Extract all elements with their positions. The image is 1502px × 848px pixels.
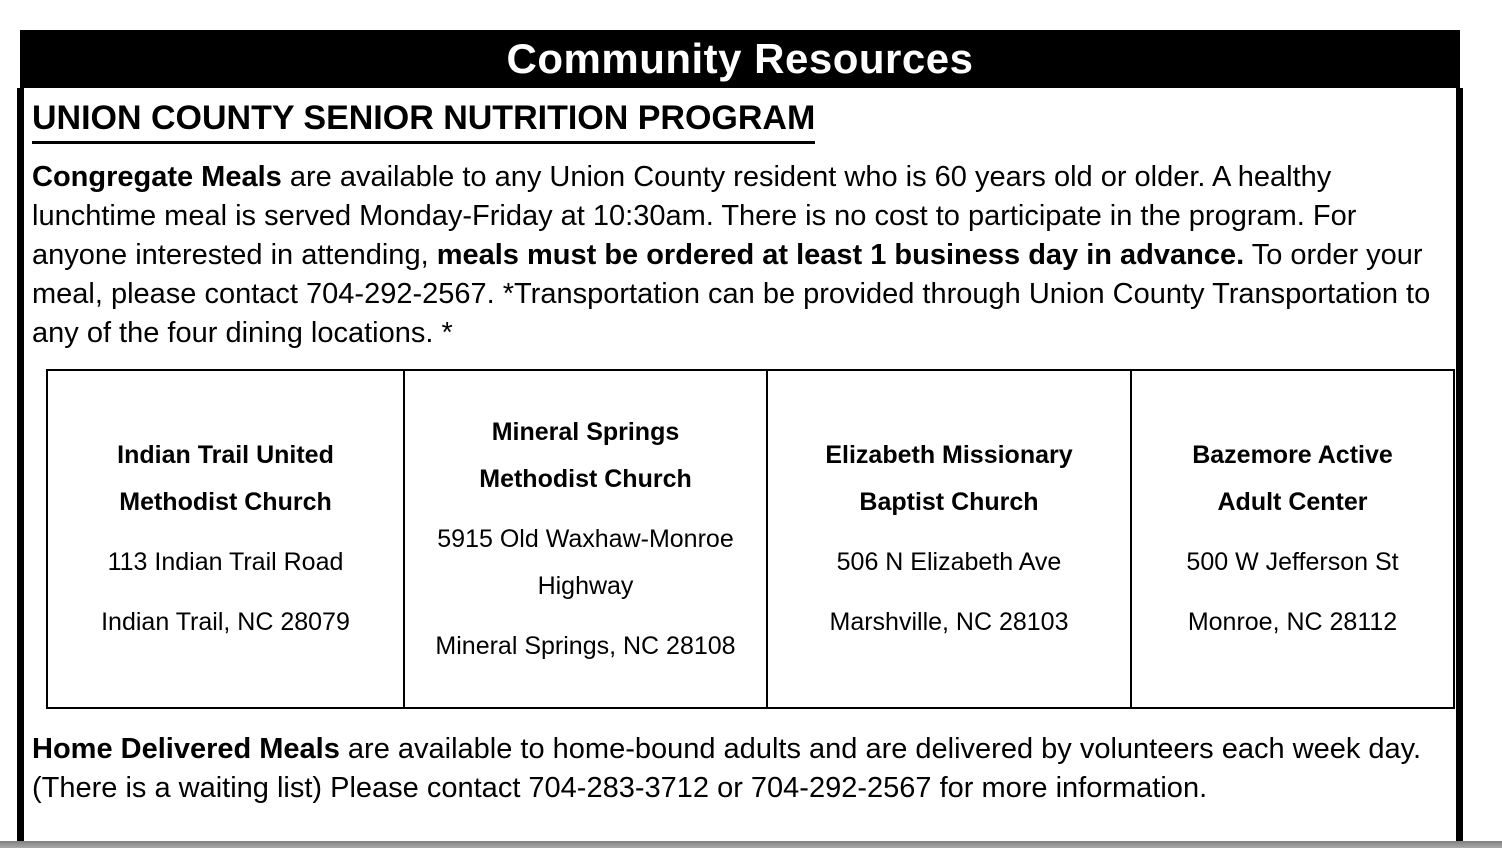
order-requirement-text: meals must be ordered at least 1 business day in advance.: [436, 239, 1245, 271]
congregate-meals-text-1: are available to any Union County resident who is 60 years old or older. A healthy lunchtime meal is served Monday-Friday at 10:30am. There is no cost to participate in the program. For anyone interested in attending,: [32, 161, 1357, 271]
page-break-bar: [0, 841, 1502, 848]
location-address-line: Marshville, NC 28103: [829, 608, 1069, 636]
home-delivered-paragraph: [32, 730, 1456, 808]
location-cell: [1131, 370, 1454, 708]
home-delivered-lead: Home Delivered Meals: [32, 733, 340, 765]
nutrition-program-section: [17, 88, 1463, 848]
dining-locations-table: [46, 369, 1455, 709]
location-address-line: Indian Trail, NC 28079: [101, 608, 350, 636]
location-name: Bazemore Active Adult Center: [1192, 441, 1393, 516]
location-name: Elizabeth Missionary Baptist Church: [825, 441, 1073, 516]
location-name: Mineral Springs Methodist Church: [479, 417, 692, 493]
location-cell: [767, 370, 1131, 708]
location-cell: [404, 370, 767, 708]
location-name: Indian Trail United Methodist Church: [117, 441, 334, 516]
location-cell: [47, 370, 404, 708]
page-title: Community Resources: [506, 35, 974, 82]
location-address-line: 506 N Elizabeth Ave: [836, 548, 1062, 576]
home-delivered-text: are available to home-bound adults and are delivered by volunteers each week day. (There is a waiting list) Please contact 704-283-3712 or 704-292-2567 for more information.: [32, 733, 1422, 804]
location-address-line: 113 Indian Trail Road: [107, 548, 344, 576]
congregate-meals-paragraph: [32, 158, 1456, 353]
dining-locations-row: [47, 370, 1454, 708]
section-heading: UNION COUNTY SENIOR NUTRITION PROGRAM: [32, 98, 815, 144]
location-address-line: Monroe, NC 28112: [1187, 608, 1398, 636]
community-resources-header: [20, 30, 1460, 88]
location-address-line: 500 W Jefferson St: [1186, 548, 1399, 576]
congregate-meals-text-2: To order your meal, please contact 704-292-2567. *Transportation can be provided through Union County Transportation to any of the four dining locations. *: [32, 239, 1431, 349]
location-address-line: Mineral Springs, NC 28108: [435, 631, 736, 660]
congregate-meals-lead: Congregate Meals: [32, 161, 282, 193]
location-address-line: 5915 Old Waxhaw-Monroe Highway: [437, 524, 734, 600]
